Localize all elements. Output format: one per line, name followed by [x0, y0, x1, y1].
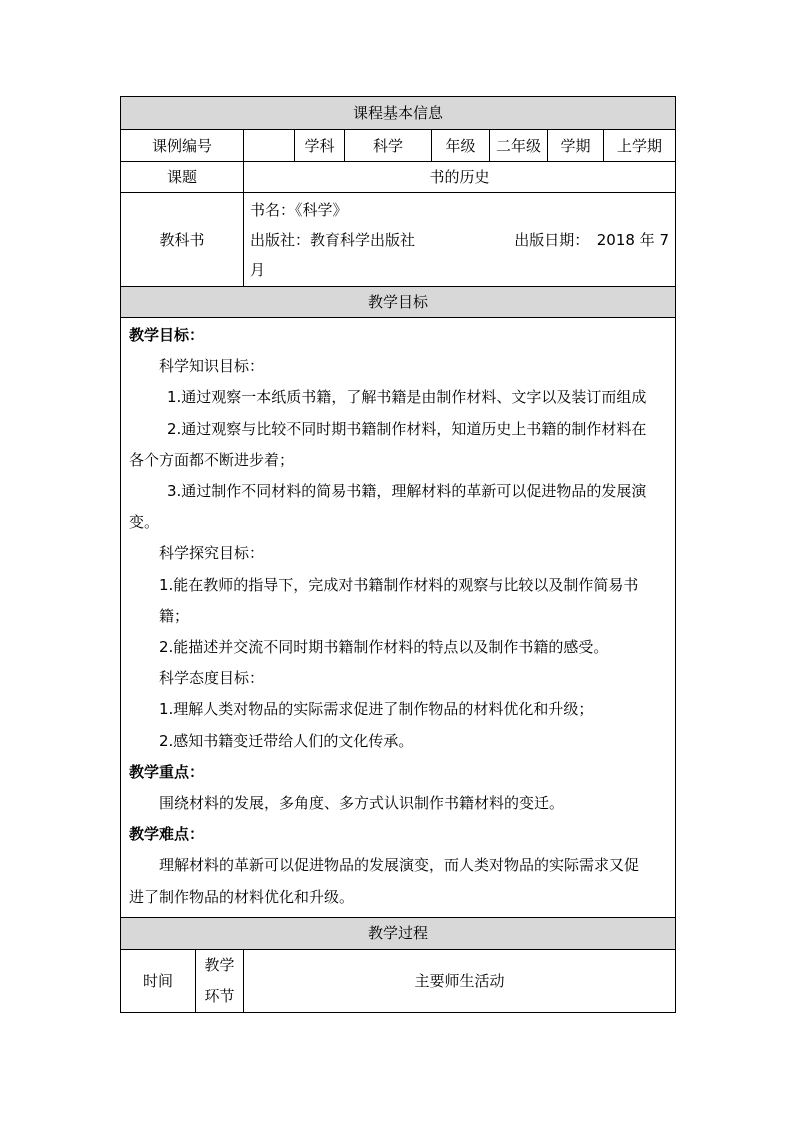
case-no-label: 课例编号 [121, 130, 244, 162]
objectives-heading: 教学目标： [129, 326, 205, 344]
knowledge-goal-2-cont: 各个方面都不断进步着； [129, 450, 295, 469]
process-header: 教学过程 [121, 917, 676, 949]
subject-value: 科学 [345, 130, 432, 162]
term-value: 上学期 [604, 130, 676, 162]
publish-date: 出版日期： 2018 年 7 [514, 230, 670, 249]
inquiry-goal-heading: 科学探究目标： [159, 544, 265, 563]
textbook-info [244, 193, 676, 287]
objectives-header: 教学目标 [121, 287, 676, 318]
objectives-body [121, 318, 676, 918]
key-points-heading: 教学重点： [129, 762, 205, 781]
difficulties-text: 理解材料的革新可以促进物品的发展演变，而人类对物品的实际需求又促 [159, 856, 640, 875]
knowledge-goal-1: 1.通过观察一本纸质书籍，了解书籍是由制作材料、文字以及装订而组成 [167, 388, 647, 407]
inquiry-goal-2: 2.能描述并交流不同时期书籍制作材料的特点以及制作书籍的感受。 [159, 638, 609, 657]
grade-label: 年级 [432, 130, 490, 162]
grade-value: 二年级 [490, 130, 548, 162]
course-info-table [120, 96, 676, 918]
attitude-goal-heading: 科学态度目标： [159, 669, 265, 688]
inquiry-goal-1-cont: 籍； [159, 606, 190, 625]
difficulties-heading: 教学难点： [129, 825, 205, 844]
publish-date-continued: 月 [250, 260, 266, 279]
inquiry-goal-1: 1.能在教师的指导下，完成对书籍制作材料的观察与比较以及制作简易书 [159, 575, 639, 594]
stage-label [196, 949, 244, 1012]
term-label: 学期 [548, 130, 604, 162]
publisher: 出版社：教育科学出版社 [250, 230, 416, 249]
basic-info-header: 课程基本信息 [121, 97, 676, 130]
time-label: 时间 [121, 949, 196, 1012]
knowledge-goal-3: 3.通过制作不同材料的简易书籍，理解材料的革新可以促进物品的发展演 [167, 482, 647, 501]
textbook-label: 教科书 [121, 193, 244, 287]
stage-label-line-2: 环节 [204, 986, 235, 1005]
lesson-plan-sheet [120, 96, 675, 1013]
topic-value: 书的历史 [244, 162, 676, 193]
activity-label: 主要师生活动 [244, 949, 676, 1012]
knowledge-goal-3-cont: 变。 [129, 513, 160, 532]
knowledge-goal-heading: 科学知识目标： [159, 357, 265, 376]
attitude-goal-2: 2.感知书籍变迁带给人们的文化传承。 [159, 731, 414, 750]
stage-label-line-1: 教学 [204, 955, 235, 974]
subject-label: 学科 [295, 130, 345, 162]
case-no-value [244, 130, 295, 162]
knowledge-goal-2: 2.通过观察与比较不同时期书籍制作材料，知道历史上书籍的制作材料在 [167, 419, 647, 438]
attitude-goal-1: 1.理解人类对物品的实际需求促进了制作物品的材料优化和升级； [159, 700, 594, 719]
process-table [120, 917, 676, 1013]
key-points-text: 围绕材料的发展，多角度、多方式认识制作书籍材料的变迁。 [159, 794, 565, 813]
topic-label: 课题 [121, 162, 244, 193]
difficulties-text-cont: 进了制作物品的材料优化和升级。 [129, 887, 355, 906]
book-name: 书名：《科学》 [250, 200, 348, 219]
